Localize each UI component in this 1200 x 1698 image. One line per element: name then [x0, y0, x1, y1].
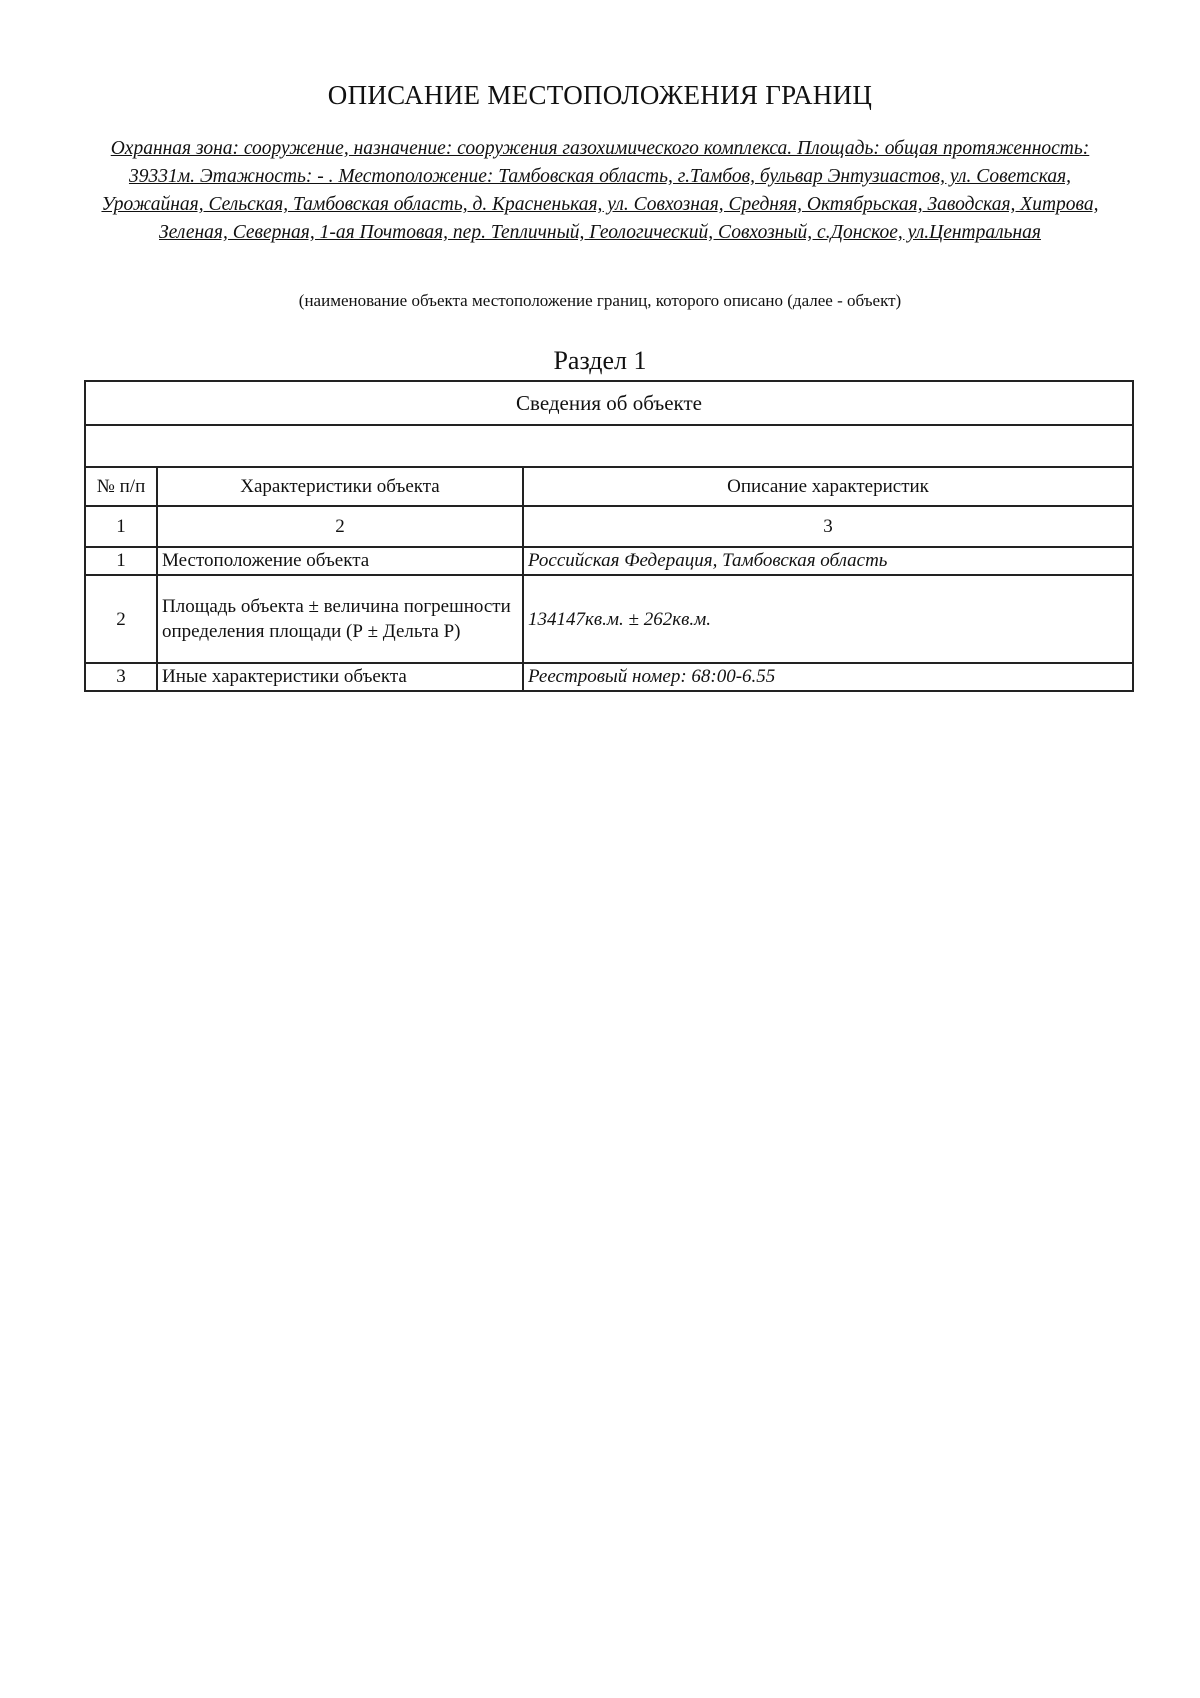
table-title: Сведения об объекте [85, 381, 1133, 425]
table-row [85, 663, 1133, 691]
row-number: 1 [85, 547, 157, 575]
table-empty-cell [85, 425, 1133, 467]
object-description-text: Охранная зона: сооружение, назначение: сооружения газохимического комплекса. Площадь: общая протяженность: 39331м. Этажность: - . Местоположение: Тамбовская область, г.Тамбов, бульвар Энтузиастов, ул. Советская, Урожайная, Сельская, Тамбовская область, д. Красненькая, ул. Совхозная, Средняя, Октябрьская, Заводская, Хитрова, Зеленая, Северная, 1-ая Почтовая, пер. Тепличный, Геологический, Совхозный, с.Донское, ул.Центральная [101, 138, 1099, 243]
object-caption: (наименование объекта местоположение границ, которого описано (далее - объект) [298, 291, 902, 310]
index-cell: 1 [85, 506, 157, 547]
row-description: 134147кв.м. ± 262кв.м. [523, 575, 1133, 663]
object-description [100, 135, 1100, 247]
table-empty-row [85, 425, 1133, 467]
header-description: Описание характеристик [523, 467, 1133, 506]
index-cell: 3 [523, 506, 1133, 547]
header-characteristics: Характеристики объекта [157, 467, 523, 506]
row-characteristic: Местоположение объекта [157, 547, 523, 575]
table-header-row [85, 467, 1133, 506]
row-characteristic: Площадь объекта ± величина погрешности определения площади (Р ± Дельта Р) [157, 575, 523, 663]
row-description: Реестровый номер: 68:00-6.55 [523, 663, 1133, 691]
header-number: № п/п [85, 467, 157, 506]
section-title: Раздел 1 [553, 346, 647, 375]
index-cell: 2 [157, 506, 523, 547]
table-title-row [85, 381, 1133, 425]
document-title: ОПИСАНИЕ МЕСТОПОЛОЖЕНИЯ ГРАНИЦ [327, 80, 873, 110]
table-index-row [85, 506, 1133, 547]
row-characteristic: Иные характеристики объекта [157, 663, 523, 691]
row-number: 3 [85, 663, 157, 691]
object-info-table [84, 380, 1134, 692]
row-description: Российская Федерация, Тамбовская область [523, 547, 1133, 575]
table-row [85, 547, 1133, 575]
table-row [85, 575, 1133, 663]
row-number: 2 [85, 575, 157, 663]
